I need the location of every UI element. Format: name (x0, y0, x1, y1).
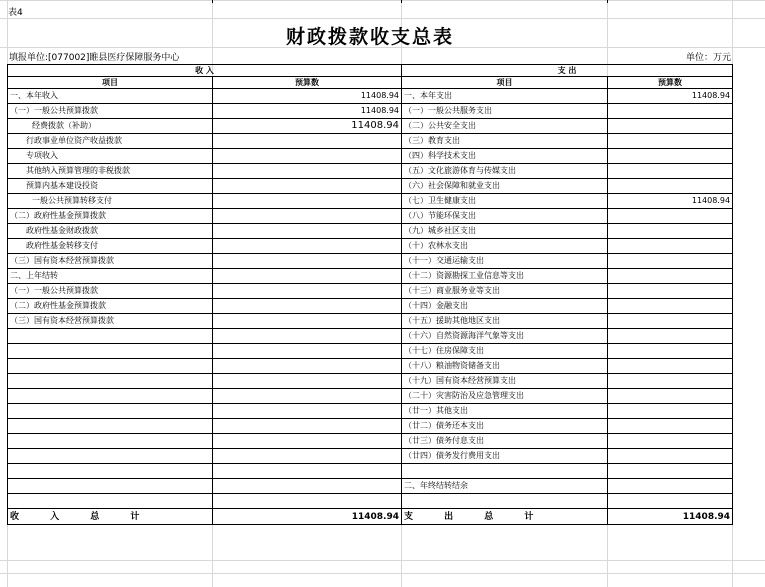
income-item-cell (8, 494, 213, 509)
grid-line (0, 573, 765, 574)
income-item-cell: （一）一般公共预算拨款 (8, 104, 213, 119)
expense-budget-cell (608, 149, 733, 164)
expense-budget-cell (608, 119, 733, 134)
expense-budget-cell (608, 434, 733, 449)
income-item-cell (8, 389, 213, 404)
income-item-cell: （一）一般公共预算拨款 (8, 284, 213, 299)
table-row (8, 254, 733, 269)
expense-item-cell: （十七）住房保障支出 (402, 344, 608, 359)
income-budget-cell (213, 374, 402, 389)
income-budget-cell (213, 179, 402, 194)
income-item-cell: （三）国有资本经营预算拨款 (8, 254, 213, 269)
expense-budget-cell (608, 254, 733, 269)
expense-total-label: 支 出 总 计 (402, 509, 608, 525)
income-item-cell: 政府性基金转移支付 (8, 239, 213, 254)
income-budget-cell (213, 269, 402, 284)
income-item-cell: 预算内基本建设投资 (8, 179, 213, 194)
expense-budget-cell (608, 164, 733, 179)
expense-budget-cell (608, 134, 733, 149)
column-marker (212, 0, 213, 3)
table-row (8, 119, 733, 134)
filler-unit: 填报单位:[077002]睢县医疗保障服务中心 (9, 53, 180, 63)
income-budget-cell: 11408.94 (213, 104, 402, 119)
income-budget-cell (213, 254, 402, 269)
income-item-cell: 经费拨款（补助） (8, 119, 213, 134)
income-item-cell: （二）政府性基金预算拨款 (8, 209, 213, 224)
income-item-cell (8, 434, 213, 449)
expense-budget-cell (608, 104, 733, 119)
expense-item-cell: （一）一般公共服务支出 (402, 104, 608, 119)
expense-budget-cell (608, 239, 733, 254)
column-header-row (8, 77, 733, 89)
income-item-cell: 一、本年收入 (8, 89, 213, 104)
table-row (8, 194, 733, 209)
expense-item-cell: （廿三）债务付息支出 (402, 434, 608, 449)
expense-budget-cell (608, 419, 733, 434)
expense-item-cell: （廿四）债务发行费用支出 (402, 449, 608, 464)
expense-item-cell: （八）节能环保支出 (402, 209, 608, 224)
expense-budget-cell (608, 494, 733, 509)
expense-item-cell: （七）卫生健康支出 (402, 194, 608, 209)
table-row (8, 329, 733, 344)
expense-budget-cell (608, 269, 733, 284)
expense-item-cell (402, 494, 608, 509)
column-marker (607, 0, 608, 3)
income-item-cell: 其他纳入预算管理的非税拨款 (8, 164, 213, 179)
income-budget-cell (213, 404, 402, 419)
income-budget-cell (213, 329, 402, 344)
income-item-cell (8, 374, 213, 389)
table-row (8, 269, 733, 284)
income-item-cell: （二）政府性基金预算拨款 (8, 299, 213, 314)
grid-line (0, 18, 765, 19)
income-budget-cell (213, 149, 402, 164)
income-item-cell: 政府性基金财政拨款 (8, 224, 213, 239)
income-budget-cell (213, 449, 402, 464)
expense-budget-cell (608, 284, 733, 299)
expense-item-cell: （十六）自然资源海洋气象等支出 (402, 329, 608, 344)
expense-budget-cell (608, 479, 733, 494)
expense-budget-cell (608, 359, 733, 374)
expense-budget-cell (608, 314, 733, 329)
expense-item-cell: （十）农林水支出 (402, 239, 608, 254)
expense-budget-cell (608, 389, 733, 404)
income-budget-cell (213, 419, 402, 434)
income-item-cell: （三）国有资本经营预算拨款 (8, 314, 213, 329)
table-row (8, 434, 733, 449)
grid-line (0, 560, 765, 561)
income-budget-cell: 11408.94 (213, 119, 402, 134)
table-row (8, 314, 733, 329)
table-row (8, 209, 733, 224)
expense-budget-cell (608, 299, 733, 314)
table-row (8, 89, 733, 104)
unit-label: 单位：万元 (685, 53, 731, 63)
expense-item-cell: （二十）灾害防治及应急管理支出 (402, 389, 608, 404)
income-item-cell (8, 464, 213, 479)
income-total-label: 收 入 总 计 (8, 509, 213, 525)
total-row (8, 509, 733, 525)
expense-item-cell: 二、年终结转结余 (402, 479, 608, 494)
expense-budget-cell (608, 374, 733, 389)
table-row (8, 464, 733, 479)
table-row (8, 389, 733, 404)
expense-item-cell: （廿二）债务还本支出 (402, 419, 608, 434)
income-budget-cell (213, 284, 402, 299)
income-budget-cell (213, 299, 402, 314)
expense-budget-cell (608, 209, 733, 224)
expense-budget-cell (608, 404, 733, 419)
expense-item-cell: （十九）国有资本经营预算支出 (402, 374, 608, 389)
table-row (8, 299, 733, 314)
income-budget-cell: 11408.94 (213, 89, 402, 104)
income-item-cell (8, 329, 213, 344)
expense-item-cell (402, 464, 608, 479)
income-budget-cell (213, 464, 402, 479)
expense-budget-header: 预算数 (608, 77, 733, 89)
sheet-label: 表4 (8, 8, 23, 18)
table-row (8, 164, 733, 179)
expense-item-cell: （十五）援助其他地区支出 (402, 314, 608, 329)
table-row (8, 419, 733, 434)
income-item-cell (8, 479, 213, 494)
table-row (8, 224, 733, 239)
income-budget-cell (213, 344, 402, 359)
income-item-cell: 二、上年结转 (8, 269, 213, 284)
table-row (8, 494, 733, 509)
income-budget-header: 预算数 (213, 77, 402, 89)
finance-table (7, 64, 733, 525)
table-row (8, 404, 733, 419)
table-row (8, 149, 733, 164)
grid-line (0, 0, 765, 1)
income-item-cell (8, 449, 213, 464)
income-budget-cell (213, 164, 402, 179)
income-budget-cell (213, 209, 402, 224)
expense-item-cell: （二）公共安全支出 (402, 119, 608, 134)
income-budget-cell (213, 134, 402, 149)
table-row (8, 359, 733, 374)
income-budget-cell (213, 494, 402, 509)
income-budget-cell (213, 359, 402, 374)
expense-budget-cell (608, 464, 733, 479)
income-budget-cell (213, 224, 402, 239)
income-budget-cell (213, 434, 402, 449)
expense-item-cell: （四）科学技术支出 (402, 149, 608, 164)
table-row (8, 104, 733, 119)
table-row (8, 449, 733, 464)
expense-item-cell: （十八）粮油物资储备支出 (402, 359, 608, 374)
income-budget-cell (213, 239, 402, 254)
expense-item-cell: （九）城乡社区支出 (402, 224, 608, 239)
expense-item-cell: （十四）金融支出 (402, 299, 608, 314)
table-row (8, 179, 733, 194)
table-row (8, 479, 733, 494)
report-title: 财政拨款收支总表 (285, 26, 454, 48)
income-budget-cell (213, 479, 402, 494)
expense-item-cell: （五）文化旅游体育与传媒支出 (402, 164, 608, 179)
income-budget-cell (213, 314, 402, 329)
expense-item-cell: （三）教育支出 (402, 134, 608, 149)
expense-budget-cell: 11408.94 (608, 194, 733, 209)
income-item-cell: 专项收入 (8, 149, 213, 164)
table-row (8, 344, 733, 359)
income-header: 收 入 (8, 65, 402, 77)
expense-item-header: 项目 (402, 77, 608, 89)
section-header-row (8, 65, 733, 77)
table-row (8, 134, 733, 149)
expense-budget-cell (608, 224, 733, 239)
income-item-cell (8, 344, 213, 359)
expense-header: 支 出 (402, 65, 733, 77)
income-item-cell (8, 404, 213, 419)
table-row (8, 239, 733, 254)
expense-item-cell: （廿一）其他支出 (402, 404, 608, 419)
expense-item-cell: （六）社会保障和就业支出 (402, 179, 608, 194)
expense-item-cell: （十一）交通运输支出 (402, 254, 608, 269)
income-total-value: 11408.94 (213, 509, 402, 525)
income-item-cell: 一般公共预算转移支付 (8, 194, 213, 209)
expense-budget-cell (608, 449, 733, 464)
expense-budget-cell: 11408.94 (608, 89, 733, 104)
table-row (8, 284, 733, 299)
income-item-cell (8, 419, 213, 434)
expense-item-cell: （十二）资源勘探工业信息等支出 (402, 269, 608, 284)
income-budget-cell (213, 389, 402, 404)
income-item-header: 项目 (8, 77, 213, 89)
column-marker (401, 0, 402, 3)
expense-budget-cell (608, 329, 733, 344)
income-item-cell: 行政事业单位资产收益拨款 (8, 134, 213, 149)
expense-budget-cell (608, 179, 733, 194)
income-item-cell (8, 359, 213, 374)
income-budget-cell (213, 194, 402, 209)
expense-item-cell: 一、本年支出 (402, 89, 608, 104)
expense-budget-cell (608, 344, 733, 359)
expense-total-value: 11408.94 (608, 509, 733, 525)
expense-item-cell: （十三）商业服务业等支出 (402, 284, 608, 299)
table-row (8, 374, 733, 389)
